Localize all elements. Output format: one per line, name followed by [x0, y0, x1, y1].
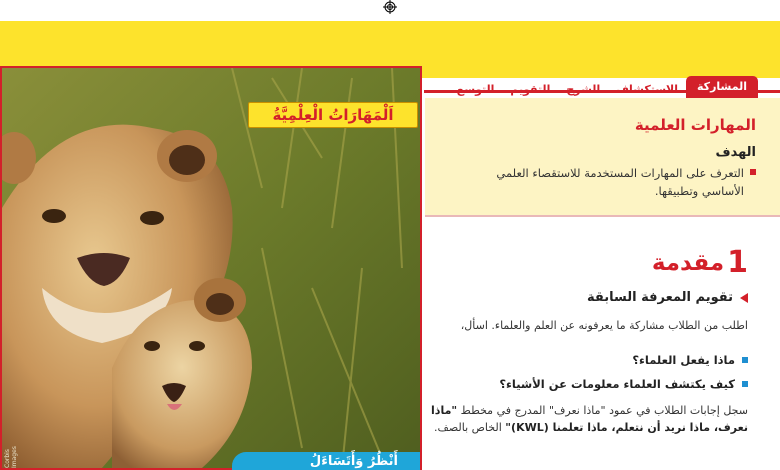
- objective-line-2: الأساسي وتطبيقها.: [654, 184, 744, 198]
- intro-heading-text: مقدمة: [651, 250, 725, 276]
- blue-bullet-icon: [742, 357, 748, 363]
- skill-banner-label: اَلْمَهَارَاتُ الْعِلْمِيَّةُ: [272, 106, 394, 124]
- objective-text: [445, 164, 756, 200]
- triangle-pointer-icon: [740, 293, 748, 303]
- objective-subtitle: الهدف: [715, 145, 756, 160]
- tab-evaluate[interactable]: التقويم: [510, 83, 551, 96]
- question-2: كيف يكتشف العلماء معلومات عن الأشياء؟: [499, 377, 735, 391]
- section-heading: [587, 290, 748, 305]
- tab-engage[interactable]: المشاركة: [686, 76, 758, 98]
- section-heading-text: تقويم المعرفة السابقة: [587, 290, 733, 305]
- question-item: [632, 353, 748, 367]
- objective-title: المهارات العلمية: [634, 116, 756, 134]
- blue-bullet-icon: [742, 381, 748, 387]
- lesson-phase-tabs: [449, 76, 758, 98]
- bullet-square-icon: [750, 169, 756, 175]
- kwl-text-c: الخاص بالصف.: [433, 421, 506, 434]
- objective-box: [425, 98, 780, 217]
- kwl-text-a: سجل إجابات الطلاب في عمود "ماذا نعرف" المدرج في مخطط: [457, 404, 748, 417]
- kwl-text-bold: "ماذا نعرف، ماذا نريد أن نتعلم، ماذا تعلمنا (KWL)": [431, 404, 748, 434]
- question-item: [499, 377, 748, 391]
- intro-number: 1: [727, 245, 748, 280]
- tab-explore[interactable]: الاستكشاف: [616, 83, 678, 96]
- look-and-wonder-tab: [232, 452, 420, 470]
- registration-mark-icon: [383, 0, 397, 14]
- tab-extend[interactable]: التوسع: [456, 83, 495, 96]
- objective-line-1: التعرف على المهارات المستخدمة للاستقصاء العلمي: [496, 166, 744, 180]
- kwl-paragraph: [420, 402, 748, 436]
- prior-knowledge-paragraph: اطلب من الطلاب مشاركة ما يعرفونه عن العلم والعلماء. اسأل،: [460, 319, 748, 332]
- ask-tab-label: أَنْظُرُ وَأَتَسَاءَلُ: [309, 454, 398, 469]
- scientific-skills-banner: [248, 102, 418, 128]
- photo-credit: Corbis Images: [4, 446, 18, 468]
- tab-explain[interactable]: الشرح: [566, 83, 601, 96]
- intro-heading: [652, 246, 748, 280]
- question-1: ماذا يفعل العلماء؟: [632, 353, 735, 367]
- lioness-and-cub-image: [2, 68, 420, 468]
